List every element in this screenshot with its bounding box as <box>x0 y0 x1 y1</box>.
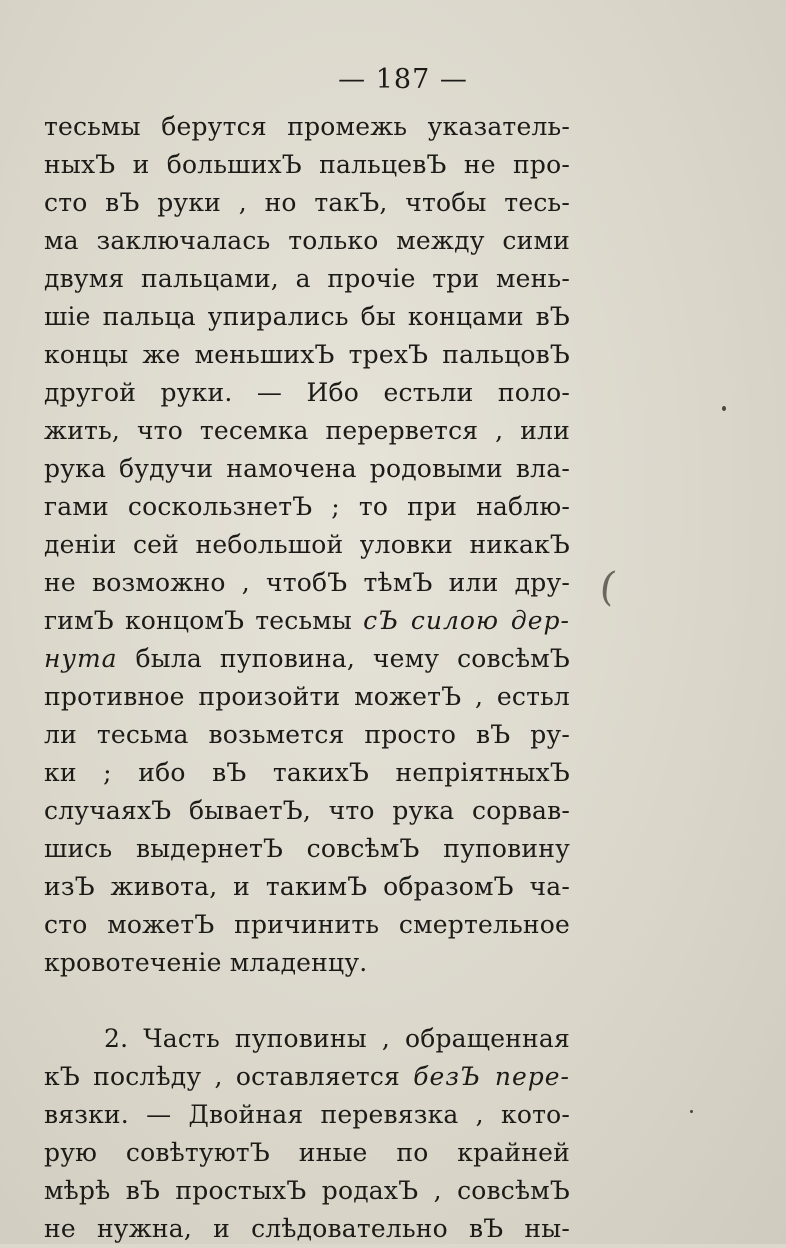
text-line: не нужна, и слѣдовательно вЪ ны- <box>44 1214 570 1243</box>
text-line: рую совѣтуютЪ иные по крайней <box>44 1138 570 1167</box>
text-line-with-emphasis <box>44 1058 570 1096</box>
emphasized-text: безЪ пере- <box>413 1062 570 1091</box>
text-line: концы же меньшихЪ трехЪ пальцовЪ <box>44 340 570 369</box>
text-line: сто вЪ руки , но такЪ, чтобы тесь- <box>44 188 570 217</box>
text-line: двумя пальцами, а прочіе три мень- <box>44 264 570 293</box>
text-line: не возможно , чтобЪ тѣмЪ или дру- <box>44 568 570 597</box>
text-line: мѣрѣ вЪ простыхЪ родахЪ , совсѣмЪ <box>44 1176 570 1205</box>
text-line: случаяхЪ бываетЪ, что рука сорвав- <box>44 796 570 825</box>
text-line: другой руки. — Ибо естьли поло- <box>44 378 570 407</box>
text-line: шіе пальца упирались бы концами вЪ <box>44 302 570 331</box>
ink-speck <box>690 1110 693 1113</box>
text-line <box>44 640 570 678</box>
text-line: противное произойти можетЪ , естьл <box>44 682 570 711</box>
margin-mark: ( <box>596 563 619 611</box>
text-line: кровотеченіе младенцу. <box>44 948 368 977</box>
text-line: ки ; ибо вЪ такихЪ непріятныхЪ <box>44 758 570 787</box>
text-fragment: кЪ послѣду , оставляется <box>44 1062 414 1091</box>
text-line: гами соскользнетЪ ; то при наблю- <box>44 492 570 521</box>
text-line: рука будучи намочена родовыми вла- <box>44 454 570 483</box>
text-fragment: гимЪ концомЪ тесьмы <box>44 606 364 635</box>
text-line: 2. Часть пуповины , обращенная <box>104 1024 570 1053</box>
text-line: тесьмы берутся промежь указатель- <box>44 112 570 141</box>
text-line: жить, что тесемка перервется , или <box>44 416 570 445</box>
text-line: ныхЪ и большихЪ пальцевЪ не про- <box>44 150 570 179</box>
text-line: ма заключалась только между сими <box>44 226 570 255</box>
text-line-with-emphasis <box>44 602 570 640</box>
page-number: — 187 — <box>338 64 468 95</box>
body-text <box>44 108 570 1248</box>
emphasized-text: нута <box>44 644 118 673</box>
text-line: шись выдернетЪ совсѣмЪ пуповину <box>44 834 570 863</box>
emphasized-text: сЪ силою дер- <box>363 606 570 635</box>
ink-speck <box>722 406 726 411</box>
text-line: сто можетЪ причинить смертельное <box>44 910 570 939</box>
text-line: деніи сей небольшой уловки никакЪ <box>44 530 570 559</box>
text-fragment: была пуповина, чему совсѣмЪ <box>135 644 570 673</box>
text-line: изЪ живота, и такимЪ образомЪ ча- <box>44 872 570 901</box>
paragraph-gap <box>44 982 570 1020</box>
text-line: ли тесьма возьмется просто вЪ ру- <box>44 720 570 749</box>
text-line: вязки. — Двойная перевязка , кото- <box>44 1100 570 1129</box>
